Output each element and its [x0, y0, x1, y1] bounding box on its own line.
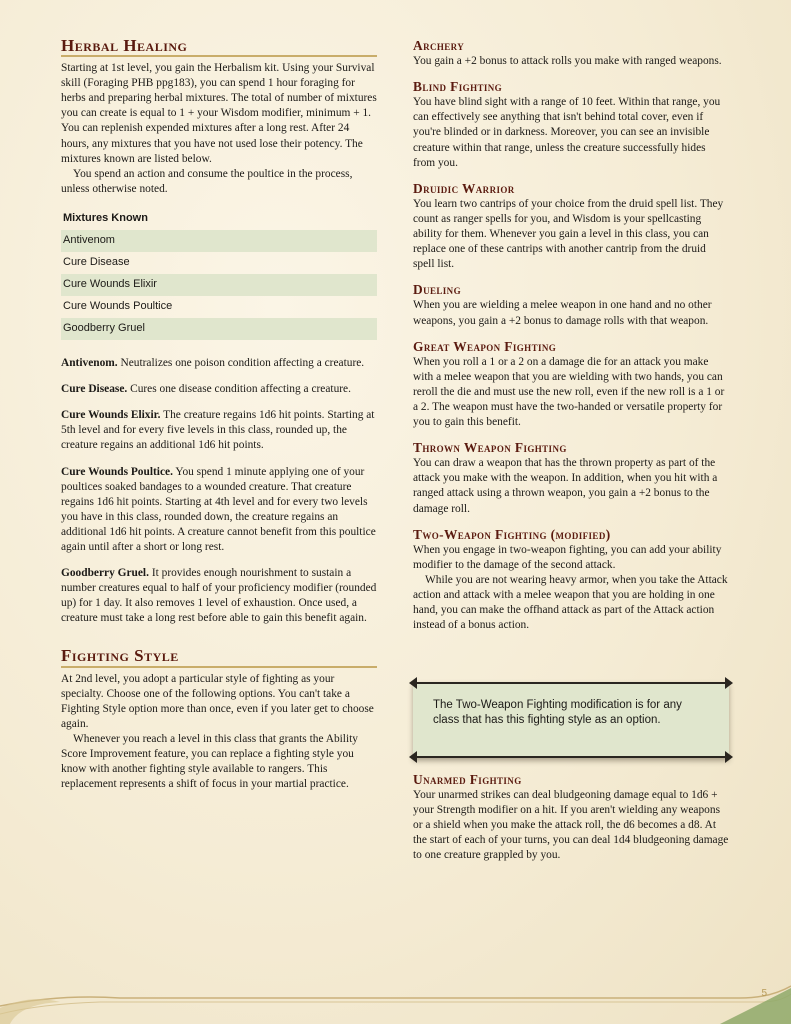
footer-left-flourish: [0, 999, 60, 1024]
note-text: The Two-Weapon Fighting modification is for any class that has this fighting style as an option.: [433, 699, 682, 726]
table-row: [61, 296, 377, 318]
mixture-text: It provides enough nourishment to sustain a number creatures equal to half of your proficiency modifier (rounded up) for 1 day. It also removes 1 level of exhaustion. Once used, a creature must take a long rest before able to gain this benefit again.: [61, 567, 377, 625]
note-box: [413, 682, 729, 758]
mixture-text: Cures one disease condition affecting a creature.: [130, 383, 351, 396]
table-cell: Antivenom: [61, 230, 377, 252]
blind-fighting-text: You have blind sight with a range of 10 feet. Within that range, you can effectively see anything that isn't behind total cover, even if you're blinded or in darkness. Moreover, you can see an invisible creature within that range, unless the creature successfully hides from you.: [413, 96, 721, 169]
footer-ornament: [0, 964, 791, 1024]
mixture-name: Cure Wounds Elixir.: [61, 409, 161, 422]
two-weapon-fighting-text-2: While you are not wearing heavy armor, when you take the Attack action and attack with a melee weapon that you are holding in one hand, you can make the offhand attack as part of the Attack action instead of a bonus action.: [413, 573, 728, 632]
unarmed-fighting-text: Your unarmed strikes can deal bludgeoning damage equal to 1d6 + your Strength modifier on a hit. If you aren't wielding any weapons or a shield when you make the attack roll, the d6 becomes a d8. At the start of each of your turns, you can deal 1d4 bludgeoning damage to one creature grappled by you.: [413, 789, 729, 862]
mixture-name: Antivenom.: [61, 357, 118, 370]
table-row: [61, 274, 377, 296]
unarmed-fighting-section: [413, 772, 729, 864]
fighting-style-paragraph-2: Whenever you reach a level in this class that grants the Ability Score Improvement feature, you can replace a fighting style you know with another fighting style available to rangers. This replacement represents a shift of focus in your martial practice.: [61, 732, 358, 791]
mixture-text: The creature regains 1d6 hit points. Starting at 5th level and for every five levels in this class, rounded up, the creature regains an additional 1d6 hit points.: [61, 409, 375, 452]
mixture-name: Cure Disease.: [61, 383, 128, 396]
table-row: [61, 252, 377, 274]
mixture-description-goodberry-gruel: [61, 566, 377, 626]
great-weapon-fighting-text: When you roll a 1 or a 2 on a damage die for an attack you make with a melee weapon that you are wielding with two hands, you can reroll the die and must use the new roll, even if the new roll is a 1 or a 2. The weapon must have the two-handed or versatile property for you to gain this benefit.: [413, 355, 725, 429]
mixture-description-cure-wounds-elixir: [61, 408, 377, 453]
fighting-style-heading: Fighting Style: [61, 648, 377, 667]
druidic-warrior-text: You learn two cantrips of your choice from the druid spell list. They count as ranger spells for you, and Wisdom is your spellcasting ability for them. Whenever you gain a level in this class, you can replace one of these cantrips with another cantrip from the druid spell list.: [413, 197, 724, 271]
unarmed-fighting-heading: Unarmed Fighting: [413, 772, 522, 787]
table-cell: Cure Disease: [63, 256, 130, 269]
mixture-description-cure-disease: [61, 382, 377, 397]
mixtures-known-table: [61, 207, 377, 340]
right-column: [413, 38, 729, 633]
mixture-description-cure-wounds-poultice: [61, 465, 377, 556]
table-cell: Cure Wounds Poultice: [63, 300, 173, 313]
herbal-healing-paragraph-2: You spend an action and consume the poultice in the process, unless otherwise noted.: [61, 167, 353, 195]
thrown-weapon-fighting-heading: Thrown Weapon Fighting: [413, 440, 567, 456]
footer-right-corner: [720, 988, 791, 1024]
archery-text: You gain a +2 bonus to attack rolls you make with ranged weapons.: [413, 55, 722, 68]
table-header: Mixtures Known: [63, 211, 148, 224]
table-cell: Goodberry Gruel: [61, 318, 377, 340]
herbal-healing-paragraph: Starting at 1st level, you gain the Herbalism kit. Using your Survival skill (Foraging PHB ppg183), you can spend 1 hour foraging for herbs and preparing herbal mixtures. The total of number of mixtures you can create is equal to 1 + your Wisdom modifier, minimum + 1. You can replenish expended mixtures after a long rest. After 24 hours, any mixtures that you have not used lose their potency. The mixtures known are listed below.: [61, 62, 377, 165]
note-corner-decoration: [725, 677, 733, 689]
footer-swoosh-line-2: [0, 994, 791, 1014]
table-row: [61, 230, 377, 252]
mixture-text: You spend 1 minute applying one of your poultices soaked bandages to a wounded creature. That creature regains 1d6 hit points. Starting at 4th level and for every two levels you have in this class, rounded down, the creature regains an additional 1d6 hit points. A creature cannot benefit from this poultice again until after a short or long rest.: [61, 465, 376, 553]
dueling-heading: Dueling: [413, 282, 461, 298]
mixture-description-antivenom: [61, 356, 377, 371]
blind-fighting-heading: Blind Fighting: [413, 79, 503, 95]
note-corner-decoration: [725, 751, 733, 763]
note-corner-decoration: [409, 677, 417, 689]
druidic-warrior-heading: Druidic Warrior: [413, 180, 515, 196]
two-weapon-fighting-text: When you engage in two-weapon fighting, you can add your ability modifier to the damage of the second attack.: [413, 543, 722, 571]
great-weapon-fighting-heading: Great Weapon Fighting: [413, 338, 557, 354]
herbal-healing-heading: Herbal Healing: [61, 38, 377, 57]
page-number: 5: [761, 988, 767, 999]
fighting-style-paragraph: At 2nd level, you adopt a particular style of fighting as your specialty. Choose one of the following options. You can't take a Fighting Style option more than once, even if you later get to choose again.: [61, 672, 374, 730]
table-cell: Cure Wounds Elixir: [61, 274, 377, 296]
archery-heading: Archery: [413, 38, 465, 53]
note-corner-decoration: [409, 751, 417, 763]
two-weapon-fighting-heading: Two-Weapon Fighting (modified): [413, 526, 611, 542]
mixture-name: Cure Wounds Poultice.: [61, 465, 173, 478]
table-row: [61, 318, 377, 340]
mixture-text: Neutralizes one poison condition affecting a creature.: [120, 357, 365, 370]
mixture-name: Goodberry Gruel.: [61, 567, 149, 580]
left-column: [61, 38, 377, 792]
dueling-text: When you are wielding a melee weapon in one hand and no other weapons, you gain a +2 bonus to damage rolls with that weapon.: [413, 299, 712, 327]
thrown-weapon-fighting-text: You can draw a weapon that has the thrown property as part of the attack you make with the weapon. In addition, when you hit with a ranged attack using a thrown weapon, you gain a +2 bonus to the damage roll.: [413, 457, 718, 515]
footer-swoosh-line: [0, 986, 791, 1006]
